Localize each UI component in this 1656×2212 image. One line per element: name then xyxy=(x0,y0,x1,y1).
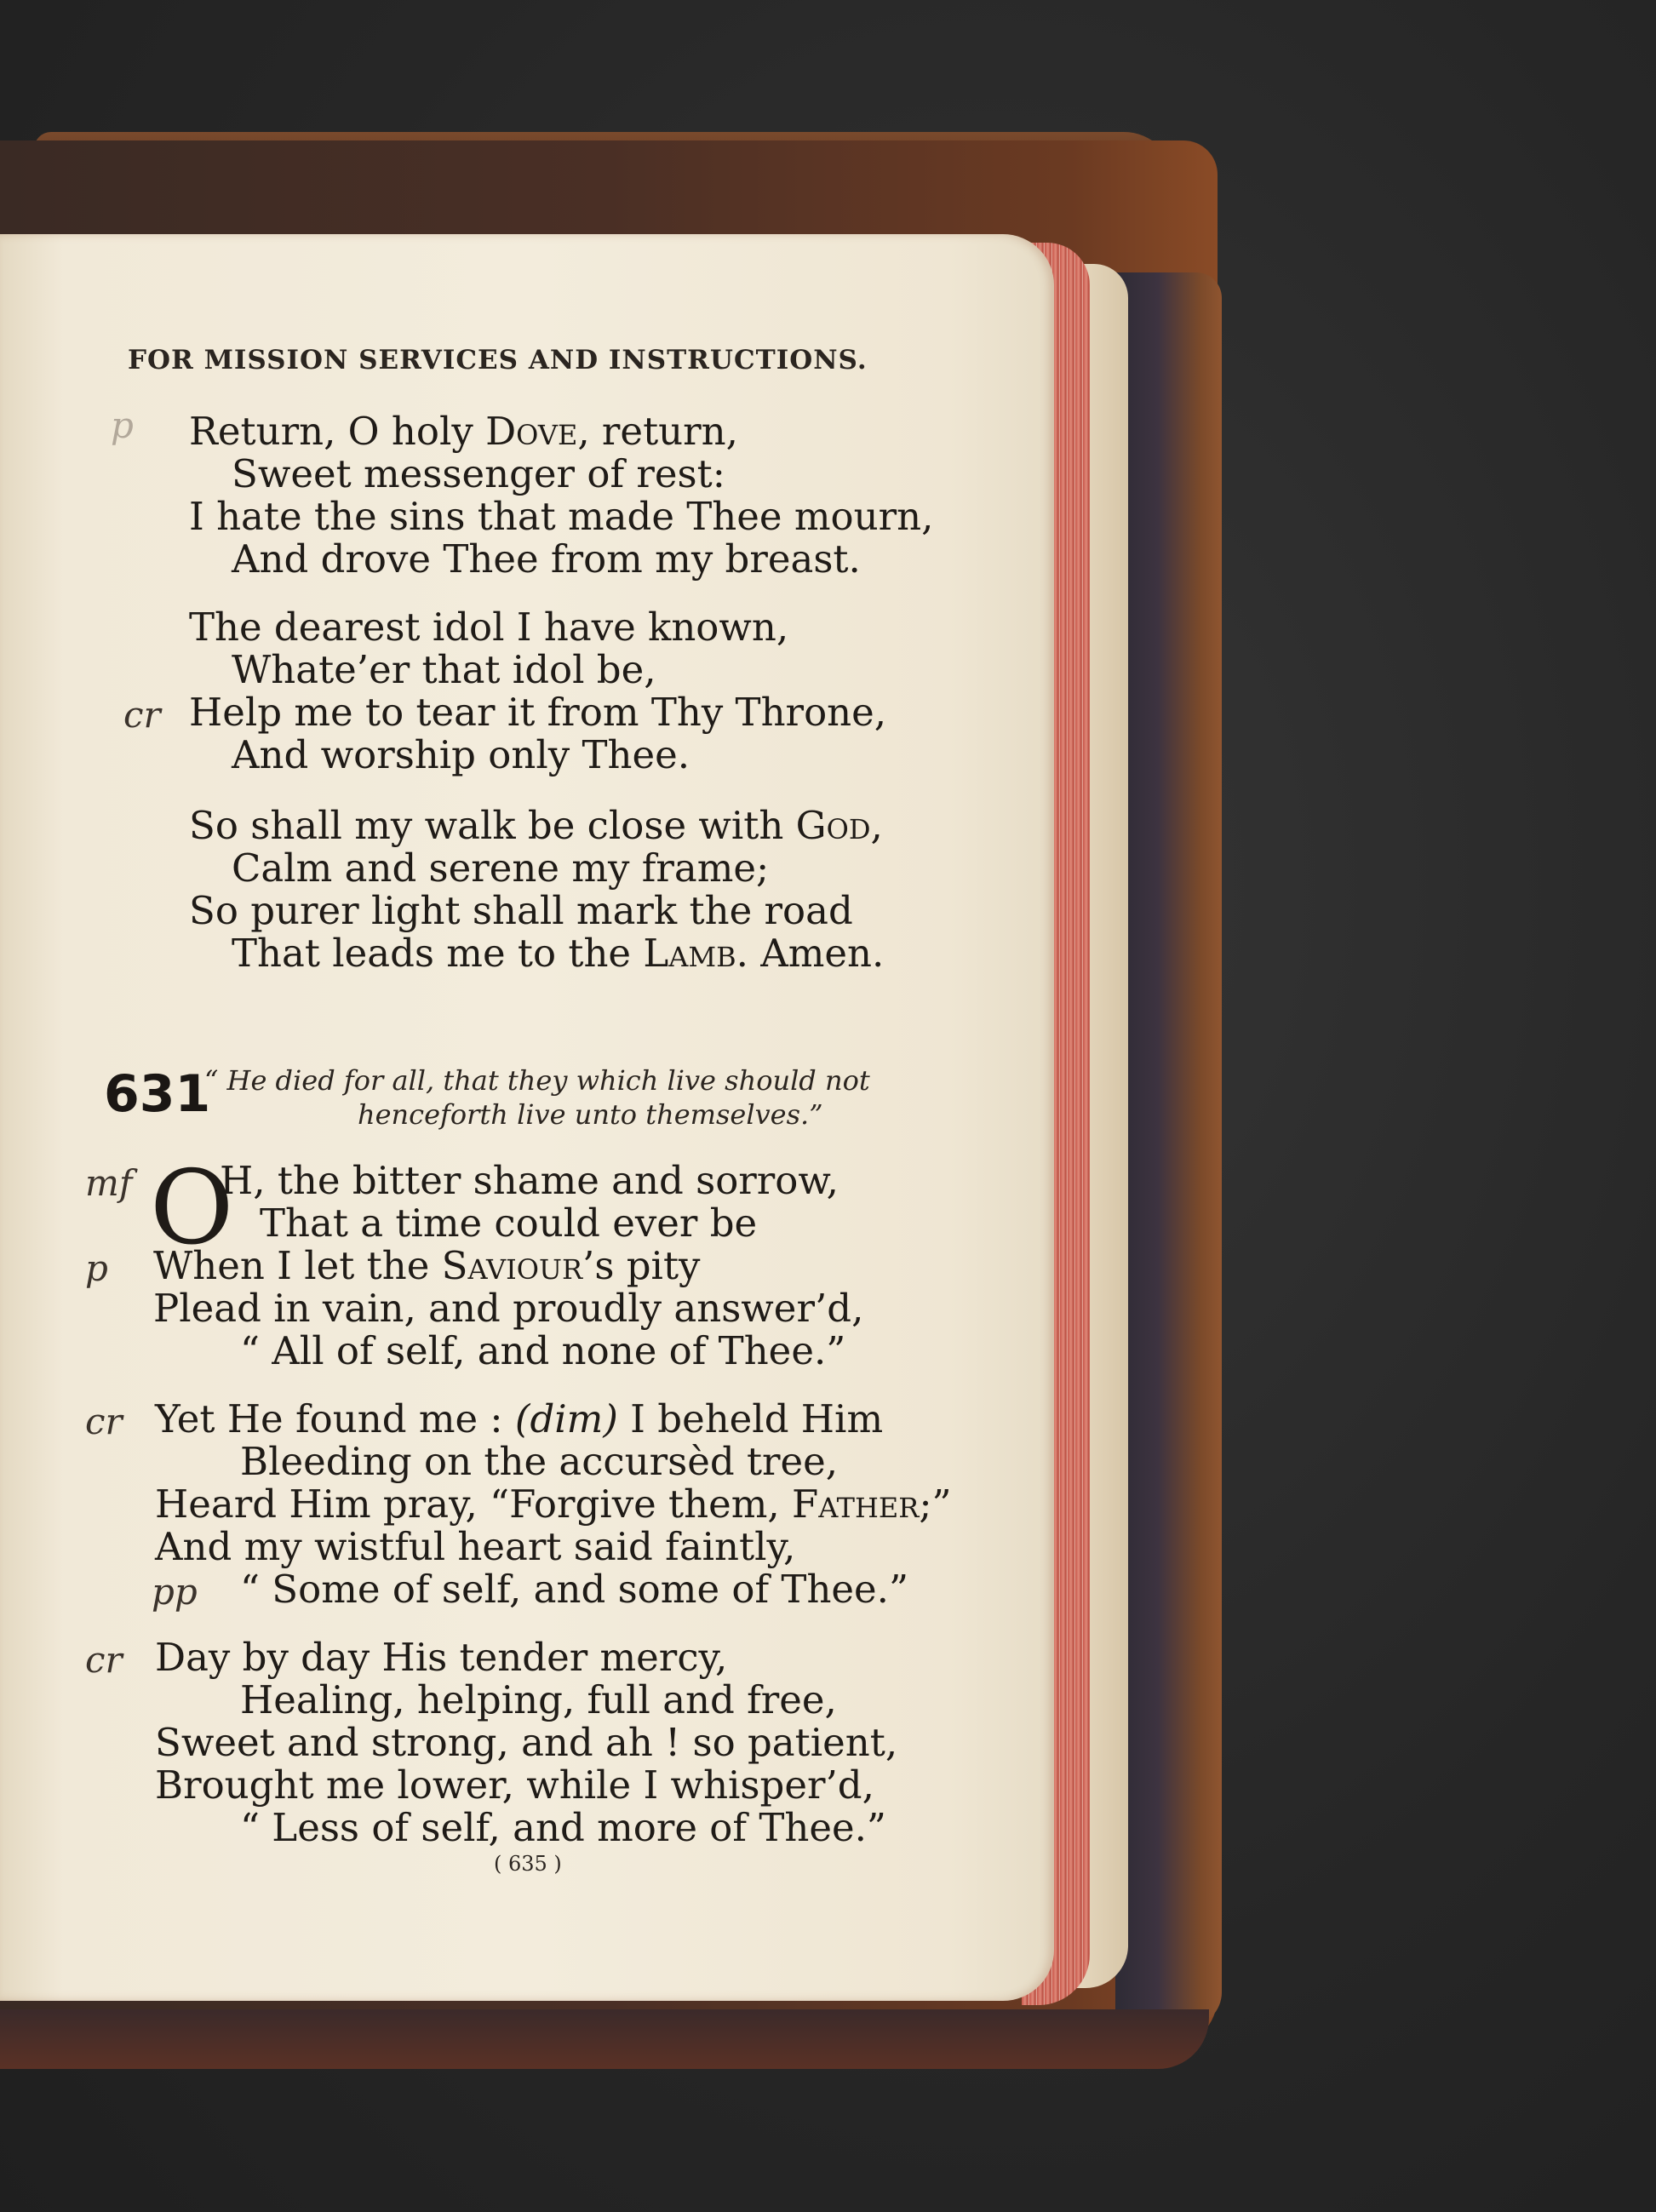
verse-line: Sweet messenger of rest: xyxy=(232,451,725,496)
verse-line: I hate the sins that made Thee mourn, xyxy=(189,494,934,539)
verse-line: Yet He found me : (dim) I beheld Him xyxy=(155,1396,884,1441)
verse-line: “ Less of self, and more of Thee.” xyxy=(240,1805,886,1850)
hymn-epigraph: “ He died for all, that they which live should not xyxy=(204,1064,870,1097)
verse-line: Sweet and strong, and ah ! so patient, xyxy=(155,1720,898,1765)
verse-line: “ Some of self, and some of Thee.” xyxy=(240,1567,908,1612)
verse-line: H, the bitter shame and sorrow, xyxy=(220,1158,839,1203)
verse-line: Healing, helping, full and free, xyxy=(240,1677,837,1722)
dynamic-mark: cr xyxy=(123,694,161,736)
verse-line: Calm and serene my frame; xyxy=(232,845,770,891)
verse-line: And my wistful heart said faintly, xyxy=(155,1524,796,1569)
book-cover-bottom xyxy=(0,2009,1209,2069)
verse-line: Return, O holy Dove, return, xyxy=(189,409,738,454)
verse-line: Whate’er that idol be, xyxy=(232,647,656,692)
verse-line: And worship only Thee. xyxy=(232,732,690,777)
verse-line: Help me to tear it from Thy Throne, xyxy=(189,690,887,735)
dynamic-mark: cr xyxy=(85,1401,123,1442)
verse-line: When I let the Saviour’s pity xyxy=(153,1243,701,1288)
verse-line: The dearest idol I have known, xyxy=(189,605,789,650)
hymn-number: 631 xyxy=(104,1064,211,1124)
verse-line: So shall my walk be close with God, xyxy=(189,803,883,848)
verse-line: “ All of self, and none of Thee.” xyxy=(240,1328,846,1373)
verse-line: So purer light shall mark the road xyxy=(189,888,853,933)
page-number: ( 635 ) xyxy=(494,1852,562,1876)
verse-line: And drove Thee from my breast. xyxy=(232,536,861,582)
dynamic-mark: p xyxy=(85,1247,108,1289)
verse-line: Day by day His tender mercy, xyxy=(155,1635,728,1680)
book-cover-edge xyxy=(1115,272,1222,2026)
verse-line: Heard Him pray, “Forgive them, Father;” xyxy=(155,1481,952,1527)
drop-cap: O xyxy=(150,1149,234,1268)
verse-line: Bleeding on the accursèd tree, xyxy=(240,1439,839,1484)
verse-line: Brought me lower, while I whisper’d, xyxy=(155,1762,874,1808)
running-head: FOR MISSION SERVICES AND INSTRUCTIONS. xyxy=(128,345,868,375)
book-page xyxy=(0,234,1054,2001)
hymn-epigraph: henceforth live unto themselves.” xyxy=(358,1098,823,1131)
dynamic-mark: pp xyxy=(152,1571,198,1613)
verse-line: That a time could ever be xyxy=(260,1201,758,1246)
dynamic-mark: p xyxy=(111,404,134,446)
verse-line: Plead in vain, and proudly answer’d, xyxy=(153,1286,864,1331)
dynamic-mark: mf xyxy=(85,1162,133,1204)
verse-line: That leads me to the Lamb. Amen. xyxy=(232,931,885,976)
dynamic-mark: cr xyxy=(85,1639,123,1681)
